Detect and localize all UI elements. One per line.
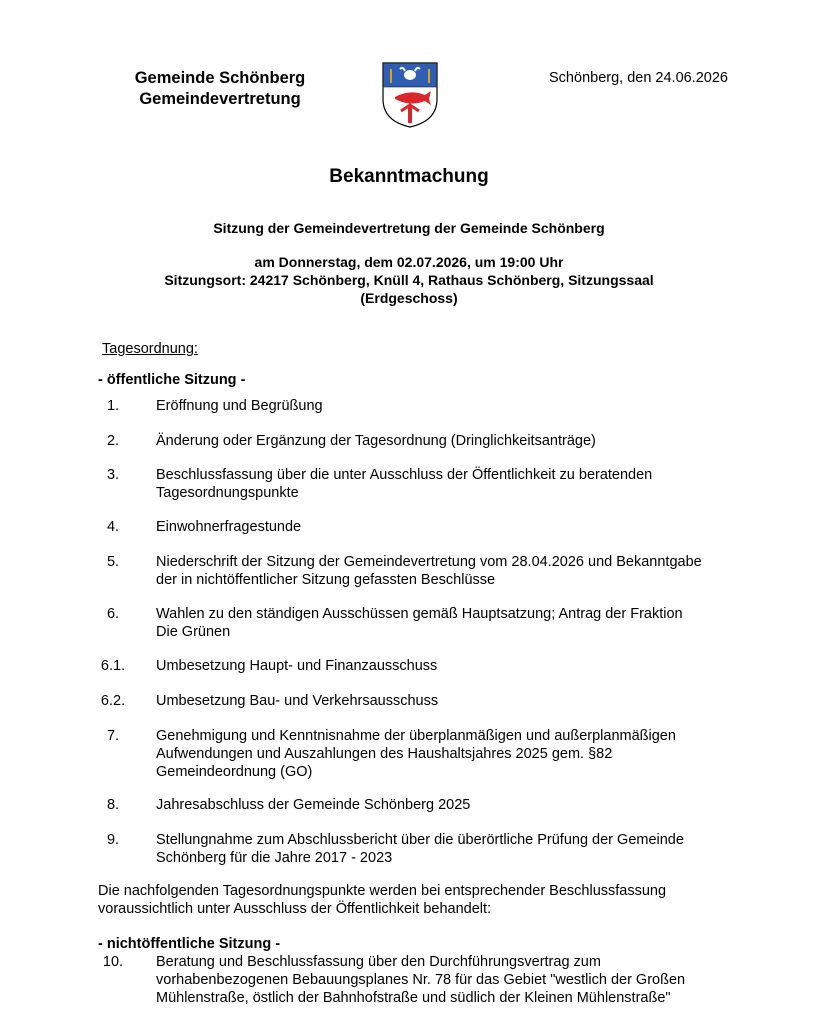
agenda-item-line: Niederschrift der Sitzung der Gemeindevertretung vom 28.04.2026 und Bekanntgabe [156, 554, 702, 570]
agenda-item-line: Beratung und Beschlussfassung über den Durchführungsvertrag zum [156, 954, 601, 970]
closed-session-note-line-2: voraussichtlich unter Ausschluss der Öffentlichkeit behandelt: [98, 901, 492, 917]
agenda-item-text [156, 657, 736, 675]
agenda-item-text [156, 397, 736, 415]
agenda-item-text [156, 466, 736, 502]
agenda-item-text [156, 727, 736, 781]
agenda-item-line: Eröffnung und Begrüßung [156, 398, 323, 414]
agenda-item-line: Gemeindeordnung (GO) [156, 764, 313, 780]
agenda-item-line: Stellungnahme zum Abschlussbericht über die überörtliche Prüfung der Gemeinde [156, 832, 684, 848]
agenda-item-number: 3. [106, 467, 120, 483]
meeting-date-time: am Donnerstag, dem 02.07.2026, um 19:00 Uhr [254, 254, 564, 270]
agenda-item-number: 1. [106, 398, 120, 414]
agenda-item-number: 6.2. [100, 693, 126, 709]
agenda-item-line: der in nichtöffentlicher Sitzung gefassten Beschlüsse [156, 572, 496, 588]
private-section-heading: - nichtöffentliche Sitzung - [98, 936, 281, 952]
meeting-location-line-1: Sitzungsort: 24217 Schönberg, Knüll 4, Rathaus Schönberg, Sitzungssaal [164, 272, 654, 288]
agenda-item-line: Beschlussfassung über die unter Ausschluss der Öffentlichkeit zu beratenden [156, 467, 653, 483]
agenda-item-line: Die Grünen [156, 624, 231, 640]
organization-line-1: Gemeinde Schönberg [134, 69, 306, 87]
agenda-item-number: 6.1. [100, 658, 126, 674]
agenda-item-line: Umbesetzung Haupt- und Finanzausschuss [156, 658, 438, 674]
agenda-item-line: Schönberg für die Jahre 2017 - 2023 [156, 850, 393, 866]
agenda-item-text [156, 831, 736, 867]
agenda-item-number: 9. [106, 832, 120, 848]
agenda-item-text [156, 518, 736, 536]
coat-of-arms-icon [381, 61, 439, 129]
agenda-item-text [156, 553, 736, 589]
agenda-item-line: Mühlenstraße, östlich der Bahnhofstraße und südlich der Kleinen Mühlenstraße" [156, 990, 671, 1006]
agenda-item-text [156, 953, 736, 1007]
organization-line-2: Gemeindevertretung [139, 90, 301, 108]
agenda-item-line: Wahlen zu den ständigen Ausschüssen gemäß Hauptsatzung; Antrag der Fraktion [156, 606, 683, 622]
agenda-item-line: Genehmigung und Kenntnisnahme der überplanmäßigen und außerplanmäßigen [156, 728, 676, 744]
agenda-item-line: Jahresabschluss der Gemeinde Schönberg 2025 [156, 797, 471, 813]
agenda-item-number: 8. [106, 797, 120, 813]
meeting-heading: Sitzung der Gemeindevertretung der Gemeinde Schönberg [213, 220, 605, 236]
agenda-item-number: 7. [106, 728, 120, 744]
document-title: Bekanntmachung [329, 166, 489, 187]
agenda-item-line: Tagesordnungspunkte [156, 485, 299, 501]
agenda-item-line: Einwohnerfragestunde [156, 519, 302, 535]
agenda-item-number: 10. [102, 954, 124, 970]
agenda-item-text [156, 605, 736, 641]
document-date: Schönberg, den 24.06.2026 [549, 70, 728, 86]
closed-session-note-line-1: Die nachfolgenden Tagesordnungspunkte werden bei entsprechender Beschlussfassung [98, 883, 667, 899]
agenda-item-number: 2. [106, 433, 120, 449]
agenda-label: Tagesordnung: [102, 341, 198, 357]
agenda-item-text [156, 796, 736, 814]
public-section-heading: - öffentliche Sitzung - [98, 372, 246, 388]
agenda-item-line: Änderung oder Ergänzung der Tagesordnung (Dringlichkeitsanträge) [156, 433, 596, 449]
closed-session-note [98, 882, 738, 918]
agenda-item-text [156, 692, 736, 710]
agenda-item-text [156, 432, 736, 450]
agenda-item-number: 4. [106, 519, 120, 535]
organization-name [100, 68, 340, 110]
meeting-location-line-2: (Erdgeschoss) [360, 290, 458, 306]
agenda-item-line: Umbesetzung Bau- und Verkehrsausschuss [156, 693, 439, 709]
agenda-item-line: Aufwendungen und Auszahlungen des Haushaltsjahres 2025 gem. §82 [156, 746, 613, 762]
agenda-item-line: vorhabenbezogenen Bebauungsplanes Nr. 78 für das Gebiet "westlich der Großen [156, 972, 686, 988]
agenda-item-number: 6. [106, 606, 120, 622]
agenda-item-number: 5. [106, 554, 120, 570]
